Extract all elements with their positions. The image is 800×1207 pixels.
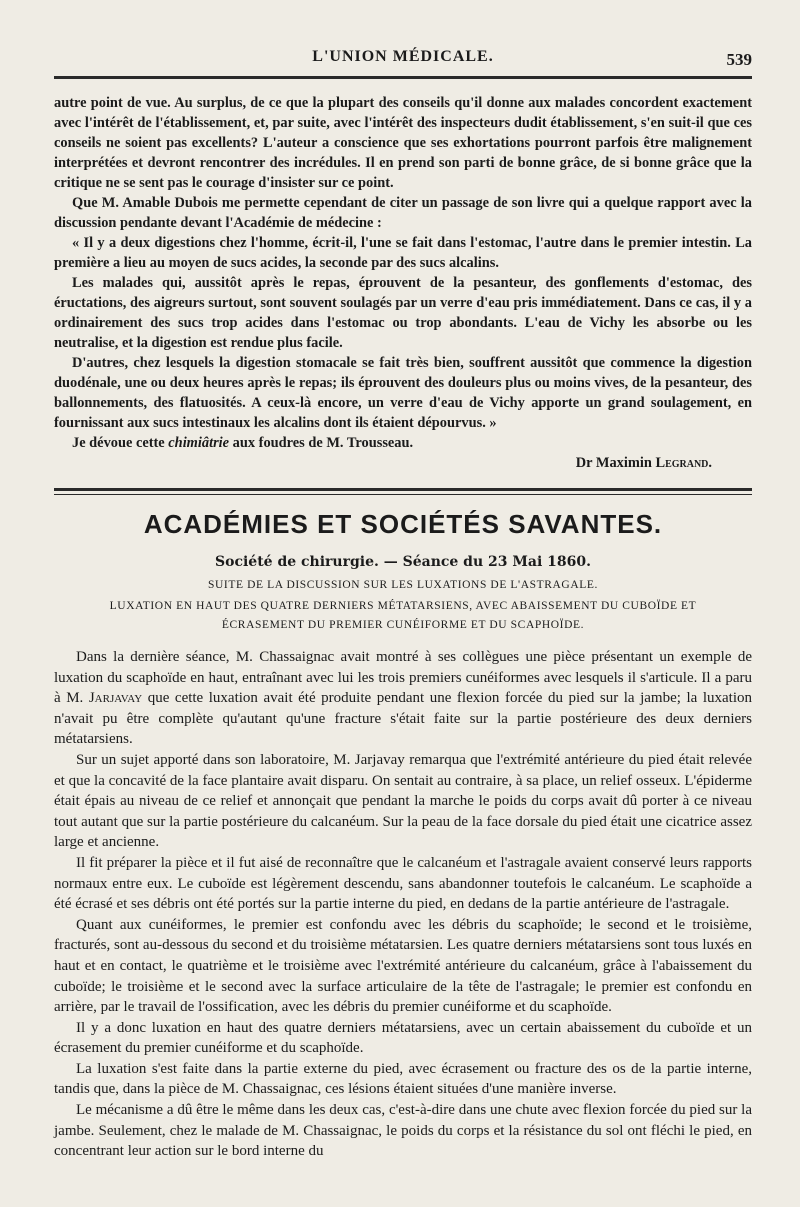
- discussion-heading: SUITE DE LA DISCUSSION SUR LES LUXATIONS DE L'ASTRAGALE.: [208, 579, 598, 591]
- review-article: [54, 93, 752, 472]
- case-heading-line: LUXATION EN HAUT DES QUATRE DERNIERS MÉTATARSIENS, AVEC ABAISSEMENT DU CUBOÏDE ET: [109, 600, 697, 612]
- text-run: aux foudres de M. Trousseau.: [229, 435, 414, 451]
- quote-paragraph: D'autres, chez lesquels la digestion stomacale se fait très bien, souffrent aussitôt que commence la digestion duodénale, une ou deux heures après le repas; ils éprouvent des douleurs plus ou moins vives, de la pesanteur, des ballonnements, des flatuosités. A ceux-là encore, un verre d'eau de Vichy apporte un grand soulagement, en fournissant aux sucs intestinaux les alcalins dont ils étaient dépourvus. »: [54, 355, 752, 431]
- page-number: 539: [726, 50, 752, 69]
- author-signature: [54, 455, 752, 472]
- text-run: Dans la dernière séance, M. Chassaignac avait montré à ses collègues une pièce présentant un exemple de luxation du scaphoïde en haut, entraînant avec lui les trois premiers cunéiformes avec lesquels il s'articule. Il a paru à M.: [54, 649, 752, 707]
- journal-title: L'UNION MÉDICALE.: [312, 48, 494, 65]
- case-heading: [54, 597, 752, 635]
- paragraph: Le mécanisme a dû être le même dans les deux cas, c'est-à-dire dans une chute avec flexion forcée du pied sur la jambe. Seulement, chez le malade de M. Chassaignac, le poids du corps et la résistance du sol ont fléchi le pied, en concentrant leur action sur le bord interne du: [54, 1102, 752, 1160]
- text-run: que cette luxation avait été produite pendant une flexion forcée du pied sur la jambe; la luxation n'avait pu être complète qu'autant qu'une fracture s'était faite sur la partie postérieure des deux derniers métatarsiens.: [54, 690, 752, 748]
- section-divider: [54, 488, 752, 495]
- text-run: Je dévoue cette: [72, 435, 169, 451]
- surgeon-name: Jarjavay: [88, 690, 143, 707]
- session-heading: [54, 554, 752, 571]
- section-heading: ACADÉMIES ET SOCIÉTÉS SAVANTES.: [143, 509, 663, 539]
- header-rule: [54, 76, 752, 79]
- quote-paragraph: Les malades qui, aussitôt après le repas, éprouvent de la pesanteur, des gonflements d'estomac, des éructations, des aigreurs surtout, sont souvent soulagés par un verre d'eau pris immédiatement. Dans ce cas, il y a ordinairement des sucs trop acides dans l'estomac ou trop abondants. L'eau de Vichy les absorbe ou les neutralise, et la digestion est rendue plus facile.: [54, 275, 752, 351]
- quote-paragraph: « Il y a deux digestions chez l'homme, écrit-il, l'une se fait dans l'estomac, l'autre dans le premier intestin. La première a lieu au moyen de sucs acides, la seconde par des sucs alcalins.: [54, 235, 752, 271]
- paragraph: Que M. Amable Dubois me permette cependant de citer un passage de son livre qui a quelque rapport avec la discussion pendante devant l'Académie de médecine :: [54, 195, 752, 231]
- society-report: [54, 647, 752, 1162]
- italic-word: chimiâtrie: [168, 435, 230, 451]
- running-head: [54, 0, 752, 76]
- signature-name: Legrand.: [655, 455, 712, 471]
- paragraph: La luxation s'est faite dans la partie externe du pied, avec écrasement ou fracture des os de la partie interne, tandis que, dans la pièce de M. Chassaignac, ces lésions étaient situées d'une manière inverse.: [54, 1060, 752, 1098]
- paragraph: Il fit préparer la pièce et il fut aisé de reconnaître que le calcanéum et l'astragale avaient conservé leurs rapports normaux entre eux. Le cuboïde est légèrement descendu, sans abandonner toutefois le calcanéum. Le scaphoïde a été écrasé et ses débris ont été portés sur la partie interne du pied, en dedans de la partie antérieure de l'astragale.: [54, 854, 752, 913]
- paragraph: Sur un sujet apporté dans son laboratoire, M. Jarjavay remarqua que l'extrémité antérieure du pied était relevée et que la concavité de la face plantaire avait disparu. On sentait au contraire, à sa place, un relief osseux. L'épiderme était épais au niveau de ce relief et annonçait que pendant la marche le poids du corps avait dû porter à ce niveau tout autant que sur la partie postérieure du calcanéum. Sur la peau de la face dorsale du pied était une cicatrice assez large et ancienne.: [54, 751, 752, 851]
- case-heading-line: ÉCRASEMENT DU PREMIER CUNÉIFORME ET DU SCAPHOÏDE.: [221, 619, 585, 631]
- paragraph: [54, 647, 752, 750]
- paragraph: Il y a donc luxation en haut des quatre derniers métatarsiens, avec un certain abaissement du cuboïde et un écrasement du premier cunéiforme et du scaphoïde.: [54, 1019, 752, 1057]
- signature-prefix: Dr Maximin: [575, 455, 656, 471]
- paragraph: autre point de vue. Au surplus, de ce que la plupart des conseils qu'il donne aux malades concordent exactement avec l'intérêt de l'établissement, et, par suite, avec l'intérêt des inspecteurs dudit établissement, s'en suit-il que ces conseils ne soient pas excellents? L'auteur a conscience que ses exhortations pourront parfois être malignement interprétées et devront rencontrer des incrédules. Il en prend son parti de bonne grâce, de si bonne grâce que la critique ne se sent pas le courage d'insister sur ce point.: [54, 95, 752, 191]
- session-title: Société de chirurgie. — Séance du 23 Mai 1860.: [215, 554, 591, 570]
- paragraph: Quant aux cunéiformes, le premier est confondu avec les débris du scaphoïde; le second et le troisième, fracturés, sont au-dessous du second et du troisième métatarsien. Les quatre derniers métatarsiens sont tous luxés en haut et en contact, le quatrième et le troisième avec l'extrémité antérieure du calcanéum, grâce à l'abaissement du cuboïde; le troisième et le second avec la surface articulaire de la tête de l'astragale; le premier est confondu en arrière, par le travail de l'ossification, avec les débris du premier cunéiforme et du scaphoïde.: [54, 916, 752, 1016]
- closing-paragraph: [54, 433, 752, 453]
